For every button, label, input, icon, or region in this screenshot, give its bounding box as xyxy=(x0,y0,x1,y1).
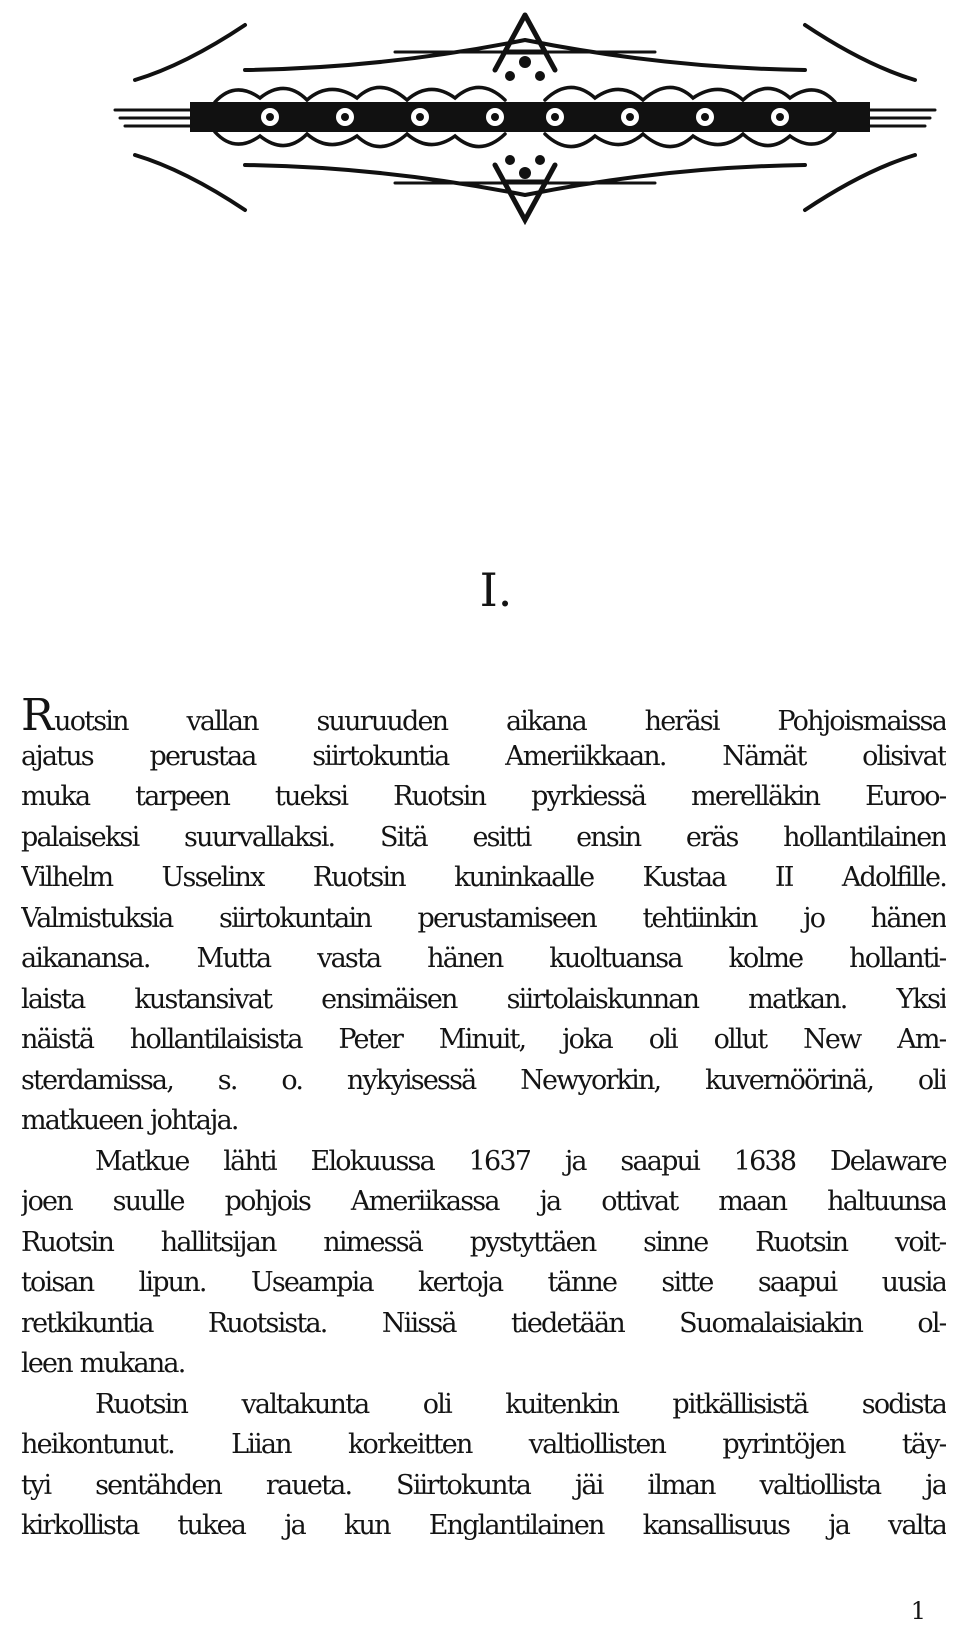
text-line: Vilhelm Usselinx Ruotsin kuninkaalle Kustaa II Adolfille. xyxy=(21,862,946,893)
text-line: tyi sentähden raueta. Siirtokunta jäi ilman valtiollista ja xyxy=(21,1469,946,1501)
text-line: joen suulle pohjois Ameriikassa ja ottivat maan haltuunsa xyxy=(21,1186,946,1217)
text-line: toisan lipun. Useampia kertoja tänne sitte saapui uusia xyxy=(21,1267,946,1298)
text-line: retkikuntia Ruotsista. Niissä tiedetään Suomalaisiakin ol- xyxy=(21,1307,946,1339)
text-line: laista kustansivat ensimäisen siirtolaiskunnan matkan. Yksi xyxy=(21,983,946,1015)
text-line: kirkollista tukea ja kun Englantilainen kansallisuus ja valta xyxy=(21,1510,946,1541)
paragraph xyxy=(21,1142,946,1385)
text-line: matkueen johtaja. xyxy=(21,1105,238,1136)
drop-cap: R xyxy=(21,696,55,737)
text-line: sterdamissa, s. o. nykyisessä Newyorkin, kuvernöörinä, oli xyxy=(21,1064,946,1096)
text-line: ajatus perustaa siirtokuntia Ameriikkaan. Nämät olisivat xyxy=(21,740,946,772)
chapter-numeral: I. xyxy=(479,563,513,617)
text-line: heikontunut. Liian korkeitten valtiollisten pyrintöjen täy- xyxy=(21,1429,946,1460)
text-line: aikanansa. Mutta vasta hänen kuoltuansa kolme hollanti- xyxy=(21,943,946,974)
floral-ornament-icon xyxy=(95,10,955,225)
text-line: Matkue lähti Elokuussa 1637 ja saapui 1638 Delaware xyxy=(95,1145,946,1177)
text-line: Ruotsin valtakunta oli kuitenkin pitkällisistä sodista xyxy=(95,1388,946,1420)
paragraph xyxy=(21,696,946,1142)
text-line: Ruotsin vallan suuruuden aikana heräsi Pohjoismaissa xyxy=(21,696,946,737)
text-line: Ruotsin hallitsijan nimessä pystyttäen sinne Ruotsin voit- xyxy=(21,1226,946,1258)
text-line: Valmistuksia siirtokuntain perustamiseen tehtiinkin jo hänen xyxy=(21,902,946,934)
text-line: näistä hollantilaisista Peter Minuit, joka oli ollut New Am- xyxy=(21,1024,946,1055)
text-line: leen mukana. xyxy=(21,1348,185,1379)
text-line: palaiseksi suurvallaksi. Sitä esitti ensin eräs hollantilainen xyxy=(21,821,946,853)
text-line: muka tarpeen tueksi Ruotsin pyrkiessä merelläkin Euroo- xyxy=(21,781,946,812)
body-text xyxy=(21,696,946,1547)
paragraph xyxy=(21,1385,946,1547)
page-number: 1 xyxy=(910,1597,926,1625)
